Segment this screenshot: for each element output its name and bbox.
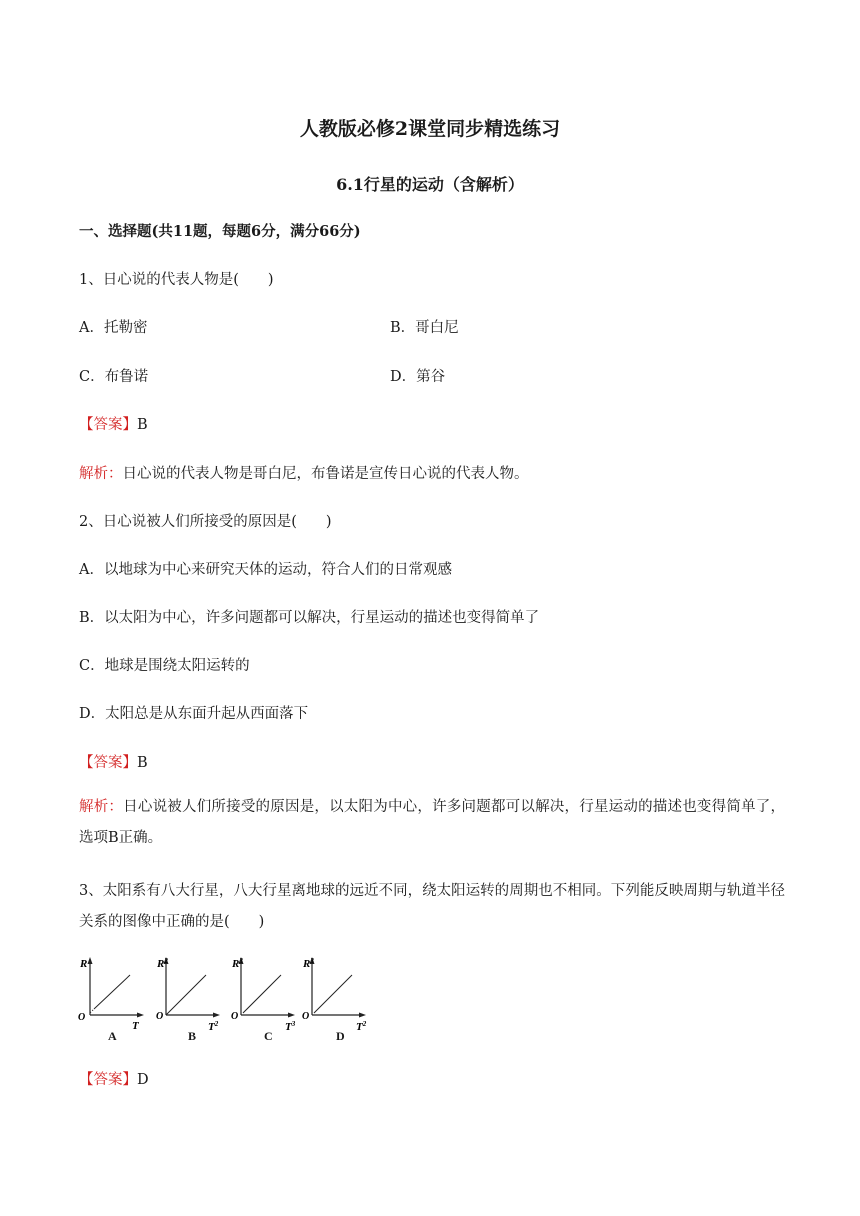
y-axis-exponent: 3	[239, 957, 243, 965]
question-3-figures	[76, 953, 376, 1048]
svg-text:T2	[356, 1020, 367, 1033]
question-2-analysis	[79, 792, 785, 854]
question-2-option-a: A．以地球为中心来研究天体的运动，符合人们的日常观感	[79, 562, 452, 578]
origin-label: O	[302, 1011, 310, 1022]
x-axis-exponent: 2	[362, 1020, 367, 1028]
answer-value: D	[137, 1072, 149, 1088]
question-1-answer	[79, 413, 148, 434]
origin-label: O	[156, 1011, 164, 1022]
y-axis-exponent: 3	[310, 957, 314, 965]
question-2-option-d: D．太阳总是从东面升起从西面落下	[79, 706, 309, 722]
question-1-option-c: C．布鲁诺	[79, 369, 149, 385]
origin-label: O	[78, 1012, 86, 1023]
figure-d	[298, 953, 370, 1043]
analysis-text: 日心说被人们所接受的原因是，以太阳为中心，许多问题都可以解决，行星运动的描述也变得简单了，选项B正确。	[79, 799, 785, 846]
graph-a	[76, 953, 148, 1032]
svg-text:T2	[208, 1020, 219, 1033]
question-2-option-c: C．地球是围绕太阳运转的	[79, 658, 250, 674]
document-title: 人教版必修2课堂同步精选练习	[299, 118, 561, 140]
analysis-tag: 解析：	[79, 799, 124, 815]
x-axis-exponent: 3	[291, 1020, 296, 1028]
question-2-option-b: B．以太阳为中心，许多问题都可以解决，行星运动的描述也变得简单了	[79, 610, 540, 626]
graph-d	[298, 953, 370, 1033]
answer-tag: 【答案】	[79, 417, 137, 433]
document-subtitle: 6.1行星的运动（含解析）	[336, 175, 524, 194]
answer-value: B	[137, 755, 148, 771]
answer-tag: 【答案】	[79, 755, 137, 771]
question-2-answer	[79, 751, 148, 772]
y-axis-label: R	[157, 958, 165, 970]
section-heading: 一、选择题(共11题，每题6分，满分66分)	[79, 223, 361, 240]
analysis-text: 日心说的代表人物是哥白尼，布鲁诺是宣传日心说的代表人物。	[122, 466, 529, 482]
question-1-option-a: A．托勒密	[79, 320, 148, 336]
y-axis-label: R	[80, 958, 88, 970]
question-1-stem: 1、日心说的代表人物是( )	[79, 272, 274, 288]
answer-tag: 【答案】	[79, 1072, 137, 1088]
question-1-option-b: B．哥白尼	[390, 320, 459, 336]
question-1-option-d: D．第谷	[390, 369, 446, 385]
x-axis-label: T	[285, 1021, 292, 1033]
question-2-stem: 2、日心说被人们所接受的原因是( )	[79, 514, 332, 530]
figure-label: A	[108, 1029, 117, 1043]
figure-b	[152, 953, 224, 1043]
question-3-answer	[79, 1068, 149, 1089]
x-axis-label: T	[132, 1020, 139, 1032]
x-axis-label: T	[208, 1021, 215, 1033]
y-axis-label: R	[303, 958, 311, 970]
figure-label: D	[336, 1029, 345, 1043]
y-axis-label: R	[232, 958, 240, 970]
figure-a	[76, 953, 148, 1043]
figure-label: C	[264, 1029, 273, 1043]
svg-text:T3	[285, 1020, 296, 1033]
answer-value: B	[137, 417, 148, 433]
question-1-analysis	[79, 462, 529, 483]
question-3-stem: 3、太阳系有八大行星，八大行星离地球的远近不同，绕太阳运转的周期也不相同。下列能反映周期与轨道半径关系的图像中正确的是( )	[79, 883, 785, 930]
figure-c	[227, 953, 299, 1043]
figure-label: B	[188, 1029, 197, 1043]
origin-label: O	[231, 1011, 239, 1022]
y-axis-exponent: 2	[164, 957, 168, 965]
graph-b	[152, 953, 224, 1033]
x-axis-label: T	[356, 1021, 363, 1033]
analysis-tag: 解析：	[79, 466, 123, 482]
graph-c	[227, 953, 299, 1033]
x-axis-exponent: 2	[214, 1020, 219, 1028]
